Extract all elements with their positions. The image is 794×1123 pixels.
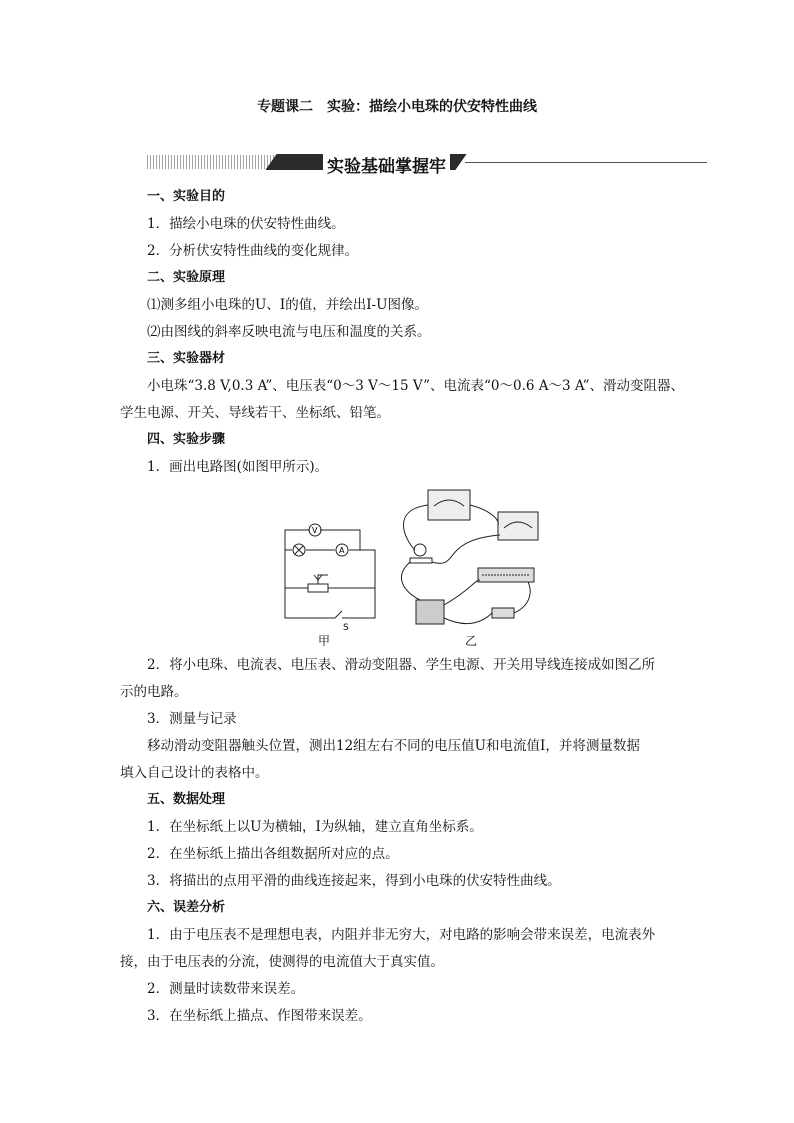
- wire-6: [444, 613, 492, 624]
- ammeter-device: [498, 512, 538, 540]
- purpose-item-1: 1．描绘小电珠的伏安特性曲线。: [147, 216, 345, 232]
- principle-item-1: ⑴测多组小电珠的U、I的值，并绘出I-U图像。: [147, 297, 428, 313]
- heading-steps: 四、实验步骤: [147, 432, 226, 447]
- section-banner: [147, 150, 707, 176]
- ammeter-label: A: [339, 546, 345, 555]
- wire-1: [403, 505, 428, 550]
- wire-3: [432, 535, 500, 563]
- main-wire-bottom: [285, 550, 375, 618]
- switch-device: [492, 608, 514, 618]
- lamp-cross: [295, 546, 303, 554]
- step-3-line-2: 填入自己设计的表格中。: [120, 765, 269, 781]
- voltmeter-label: V: [312, 526, 318, 535]
- data-item-3: 3．将描出的点用平滑的曲线连接起来，得到小电珠的伏安特性曲线。: [147, 873, 561, 889]
- wire-5: [444, 580, 480, 605]
- heading-purpose: 一、实验目的: [147, 189, 226, 204]
- error-item-1-line-2: 接，由于电压表的分流，使测得的电流值大于真实值。: [120, 954, 444, 970]
- purpose-item-2: 2．分析伏安特性曲线的变化规律。: [147, 243, 359, 259]
- banner-hatch: [147, 155, 275, 169]
- rheostat-body: [308, 584, 328, 592]
- step-2-line-2: 示的电路。: [120, 684, 188, 700]
- step-3-line-1: 移动滑动变阻器触头位置，测出12组左右不同的电压值U和电流值I，并将测量数据: [147, 738, 640, 754]
- heading-error: 六、误差分析: [147, 900, 226, 915]
- data-item-2: 2．在坐标纸上描出各组数据所对应的点。: [147, 846, 399, 862]
- bulb-device: [414, 544, 426, 556]
- circuit-diagram: [285, 524, 375, 618]
- banner-label: 实验基础掌握牢: [323, 152, 450, 177]
- error-item-3: 3．在坐标纸上描点、作图带来误差。: [147, 1008, 372, 1024]
- equipment-text-1: 小电珠“3.8 V,0.3 A”、电压表“0～3 V～15 V”、电流表“0～0.6 A～3 A”、滑动变阻器、: [147, 378, 685, 394]
- step-1: 1．画出电路图(如图甲所示)。: [147, 459, 329, 475]
- heading-equipment: 三、实验器材: [147, 351, 226, 366]
- banner-rule: [465, 162, 707, 163]
- power-supply-device: [416, 600, 444, 624]
- error-item-1-line-1: 1．由于电压表不是理想电表，内阻并非无穷大，对电路的影响会带来误差，电流表外: [147, 927, 656, 943]
- equipment-text-2: 学生电源、开关、导线若干、坐标纸、铅笔。: [120, 405, 390, 421]
- figure-caption-jia: 甲: [318, 634, 331, 648]
- wire-7: [514, 582, 530, 613]
- voltmeter-device: [428, 490, 470, 520]
- heading-principle: 二、实验原理: [147, 270, 226, 285]
- step-2-line-1: 2．将小电珠、电流表、电压表、滑动变阻器、学生电源、开关用导线连接成如图乙所: [147, 657, 656, 673]
- switch-label: S: [343, 623, 349, 633]
- figure-caption-yi: 乙: [465, 634, 478, 648]
- heading-data: 五、数据处理: [147, 792, 226, 807]
- wire-2: [470, 505, 498, 525]
- rheostat-slider: [318, 575, 328, 584]
- circuit-figure: [270, 480, 540, 650]
- bulb-base: [410, 558, 432, 563]
- page-title: 专题课二 实验：描绘小电珠的伏安特性曲线: [257, 99, 537, 115]
- step-3: 3．测量与记录: [147, 711, 237, 727]
- data-item-1: 1．在坐标纸上以U为横轴，I为纵轴，建立直角坐标系。: [147, 819, 483, 835]
- error-item-2: 2．测量时读数带来误差。: [147, 981, 305, 997]
- apparatus-drawing: [401, 490, 538, 624]
- principle-item-2: ⑵由图线的斜率反映电流与电压和温度的关系。: [147, 324, 431, 340]
- switch-lever: [335, 611, 342, 618]
- wire-4: [401, 562, 420, 600]
